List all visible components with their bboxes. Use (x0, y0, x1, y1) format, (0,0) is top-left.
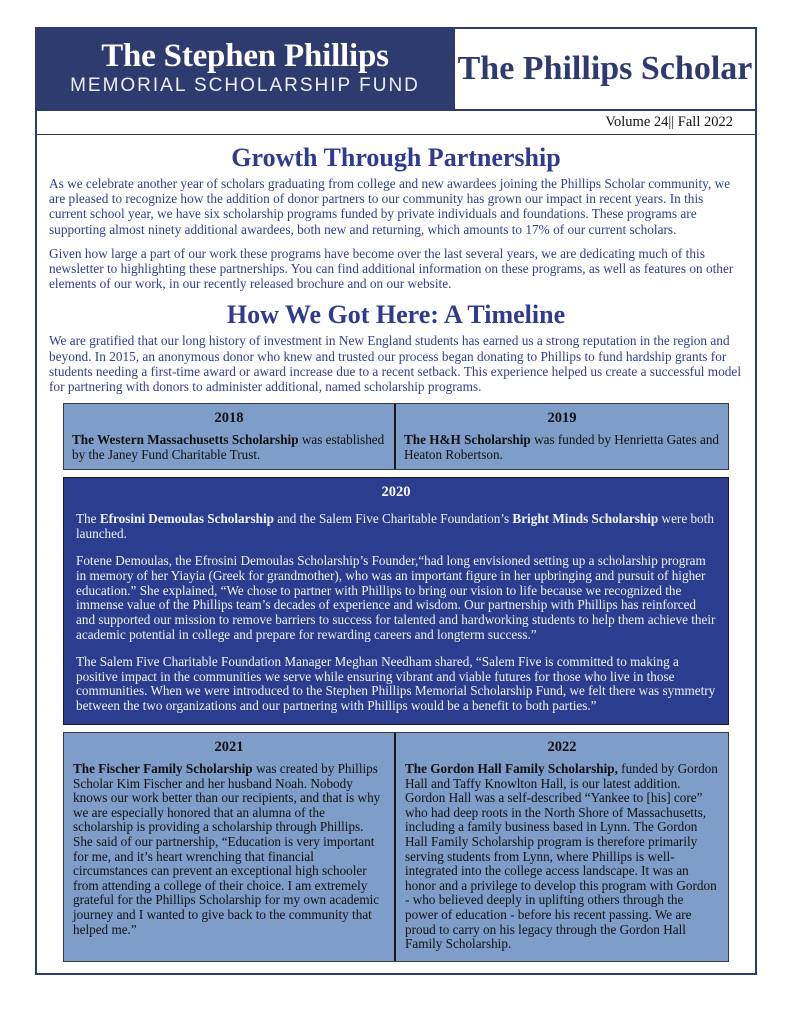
page-title-growth: Growth Through Partnership (231, 143, 561, 172)
growth-paragraph-2: Given how large a part of our work these programs have become over the last several years, we are dedicating much of this newsletter to highlighting these partnerships. You can find additional information on these programs, as well as features on other elements of our work, in our recently released brochure and on our website. (49, 245, 734, 292)
timeline (63, 403, 729, 961)
timeline-2021-rest: was created by Phillips Scholar Kim Fischer and her husband Noah. Nobody knows our work better than our recipients, and that is why we are especially honored that an alumna of the scholarship is providing a scholarship through Phillips. She said of our partnership, “Education is very important for me, and it’s heart wrenching that financial circumstances can prevent an exceptional high schooler from attending a college of their choice. I am extremely grateful for the Phillips Scholarship for my own academic journey and I wanted to give back to the community that helped me.” (73, 760, 381, 937)
organization-logo (37, 29, 453, 109)
brand-name-primary: The Stephen Phillips (101, 38, 389, 74)
timeline-2021-bold-lead: The Fischer Family Scholarship (73, 760, 253, 776)
timeline-2020-launch-mid: and the Salem Five Charitable Foundation’s (273, 511, 513, 527)
volume-bar (37, 111, 755, 135)
timeline-2020-salem-five-quote: The Salem Five Charitable Foundation Manager Meghan Needham shared, “Salem Five is committed to making a positive impact in the communities we serve while ensuring vibrant and viable futures for those who live in those communities. When we were introduced to the Stephen Phillips Memorial Scholarship Fund, we felt there was symmetry between the two organizations and our partnering with Phillips would be a benefit to both parties.” (76, 653, 716, 714)
newsletter-content (37, 135, 755, 962)
timeline-2022-rest: funded by Gordon Hall and Taffy Knowlton Hall, is our latest addition. Gordon Hall was a self-described “Yankee to [his] core” who had deep roots in the North Shore of Massachusetts, including a family business based in Lynn. The Gordon Hall Family Scholarship program is therefore primarily serving students from Lynn, where Phillips is well-integrated into the college access landscape. It was an honor and a privilege to develop this program with Gordon - who believed deeply in uplifting others through the power of education - before his recent passing. We are proud to carry on his legacy through the Gordon Hall Family Scholarship. (405, 760, 718, 952)
brand-name-secondary: MEMORIAL SCHOLARSHIP FUND (70, 75, 420, 96)
publication-title-block (453, 29, 755, 109)
timeline-cell-2019 (396, 404, 728, 469)
timeline-row-2021-2022 (63, 732, 729, 962)
timeline-cell-2018 (64, 404, 396, 469)
timeline-year-2022: 2022 (547, 738, 577, 755)
timeline-2020-demoulas-quote: Fotene Demoulas, the Efrosini Demoulas Scholarship’s Founder,“had long envisioned setting up a scholarship program in memory of her Yiayia (Greek for grandmother), who was an important figure in her upbringing and pursuit of higher education.” She explained, “We chose to partner with Phillips to bring our vision to life because we recognized the immense value of the Phillips team’s decades of experience and wisdom. Our partnership with Phillips has reinforced and supported our mission to remove barriers to success for talented and hardworking students to help them achieve their academic potential in college and prepare for rewarding careers and longterm success.” (76, 553, 716, 642)
timeline-year-2021: 2021 (214, 738, 244, 755)
timeline-text-2021 (73, 762, 385, 937)
timeline-2018-bold-lead: The Western Massachusetts Scholarship (72, 432, 299, 448)
newsletter-page (35, 27, 757, 975)
volume-issue-text: Volume 24|| Fall 2022 (605, 114, 733, 130)
timeline-text-2019 (404, 433, 720, 462)
timeline-cell-2022 (396, 733, 728, 961)
timeline-2020-launch-post: were both launched. (76, 511, 714, 542)
timeline-year-2019: 2019 (547, 410, 577, 427)
timeline-text-2022 (405, 762, 719, 952)
timeline-2020-bold-bright-minds: Bright Minds Scholarship (512, 511, 659, 527)
masthead (37, 29, 755, 111)
timeline-cell-2020 (64, 478, 728, 724)
timeline-text-2018 (72, 433, 386, 462)
timeline-2020-bold-efrosini: Efrosini Demoulas Scholarship (99, 511, 274, 527)
timeline-2020-launch-line (76, 512, 716, 542)
timeline-2019-rest: was funded by Henrietta Gates and Heaton Robertson. (404, 432, 720, 462)
timeline-intro-paragraph: We are gratified that our long history of investment in New England students has earned us a strong reputation in the region and beyond. In 2015, an anonymous donor who knew and trusted our process began donating to Phillips to fund hardship grants for students needing a first-time award or award increase due to a recent setback. This experience helped us create a successful model for partnering with donors to administer additional, named scholarship programs. (49, 333, 742, 395)
timeline-cell-2021 (64, 733, 396, 961)
publication-title: The Phillips Scholar (457, 50, 753, 87)
timeline-year-2020: 2020 (381, 484, 411, 501)
growth-paragraph-1: As we celebrate another year of scholars graduating from college and new awardees joining the Phillips Scholar community, we are pleased to recognize how the addition of donor partners to our community has grown our impact in recent years. In this current school year, we have six scholarship programs funded by private individuals and foundations. These programs are supporting almost ninety additional awardees, both new and returning, which amounts to 17% of our current scholars. (49, 176, 731, 237)
timeline-year-2018: 2018 (214, 410, 244, 427)
timeline-2019-bold-lead: The H&H Scholarship (404, 432, 531, 448)
timeline-2018-rest: was established by the Janey Fund Charitable Trust. (72, 432, 385, 462)
page-title-timeline: How We Got Here: A Timeline (226, 300, 566, 330)
timeline-row-2018-2019 (63, 403, 729, 470)
timeline-2020-launch-pre: The (76, 511, 100, 527)
timeline-row-2020 (63, 477, 729, 725)
timeline-2022-bold-lead: The Gordon Hall Family Scholarship, (405, 760, 618, 776)
